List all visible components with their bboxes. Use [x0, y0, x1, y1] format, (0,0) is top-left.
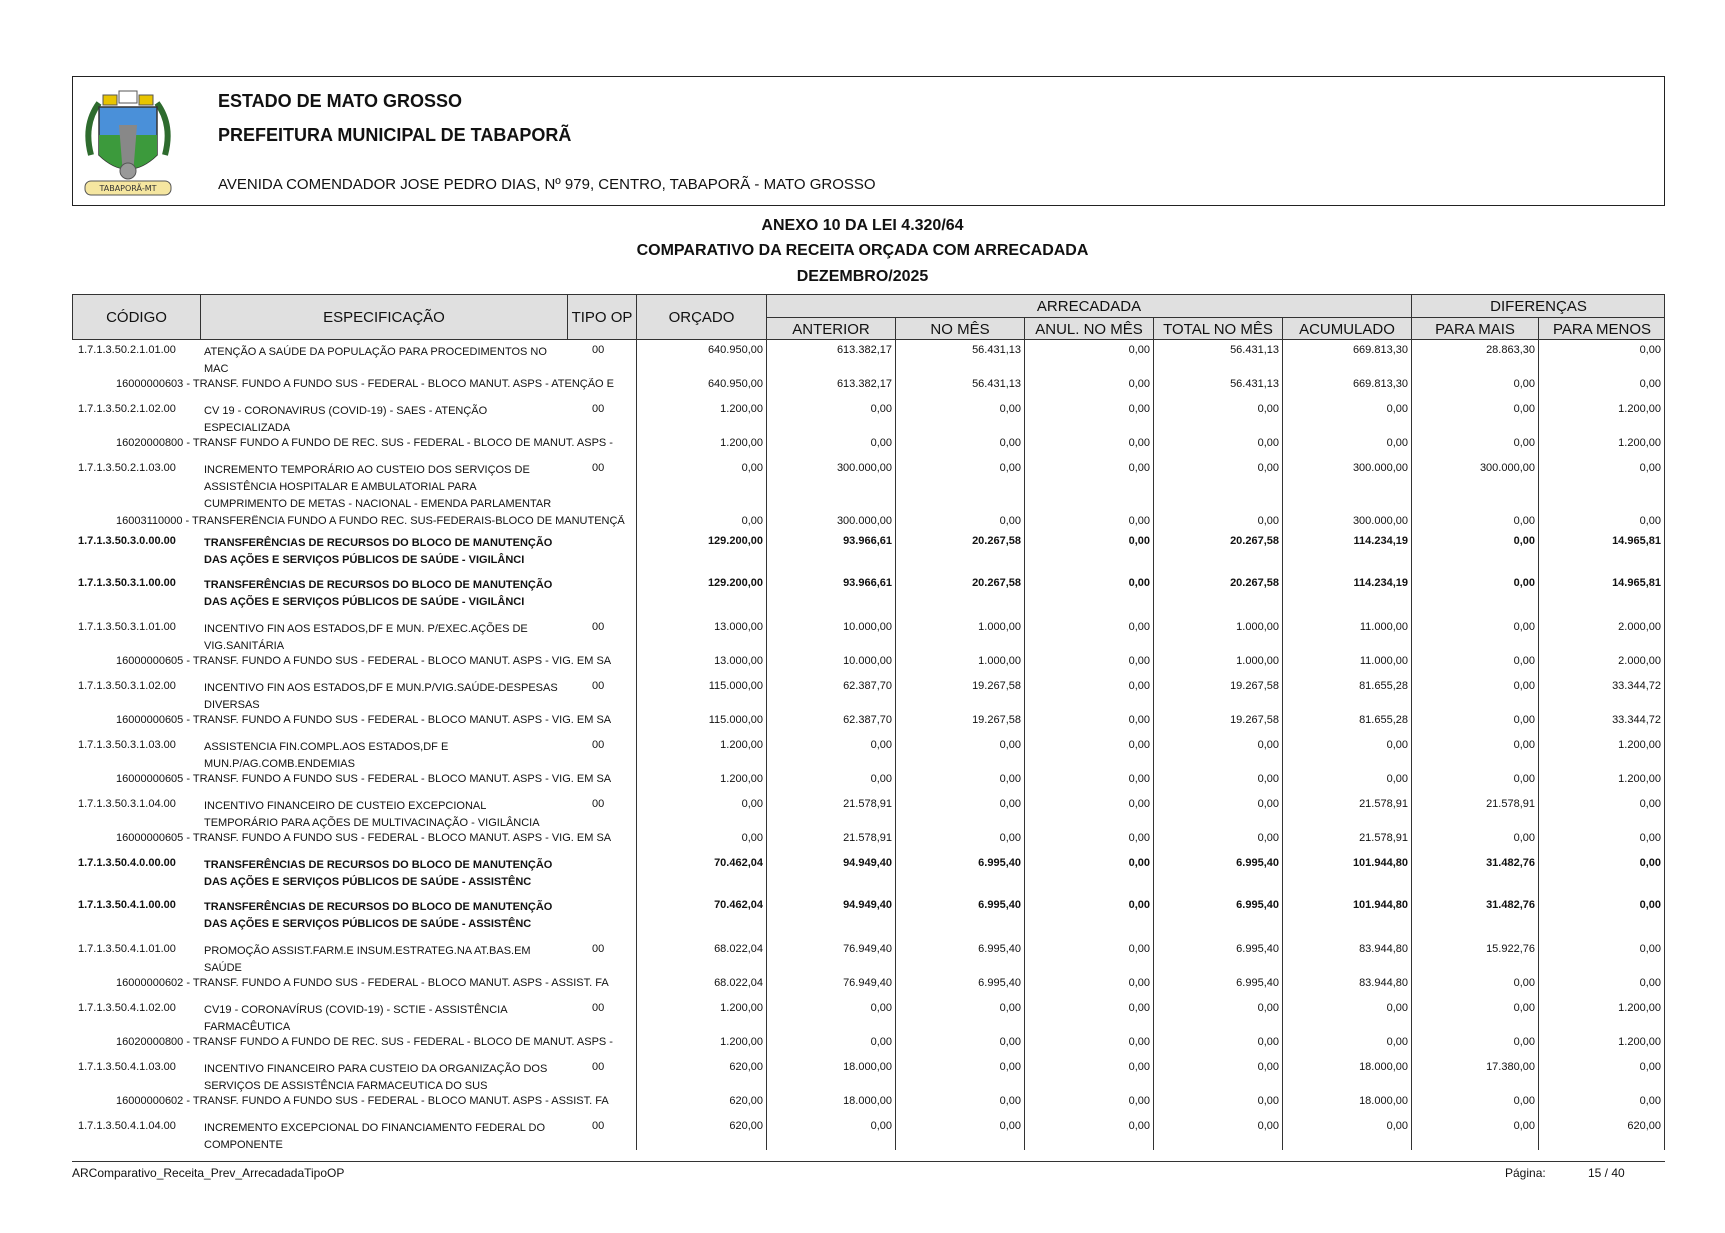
page-label: Página: — [1505, 1166, 1546, 1180]
row-tipo-op: 00 — [592, 1002, 605, 1014]
row-value-2: 6.995,40 — [978, 943, 1021, 955]
row-value-4: 1.000,00 — [1236, 621, 1279, 633]
row-value-4: 20.267,58 — [1230, 535, 1279, 547]
row-tipo-op: 00 — [592, 621, 605, 633]
sub-value-1: 0,00 — [870, 773, 892, 785]
row-value-4: 0,00 — [1257, 403, 1279, 415]
row-value-2: 6.995,40 — [978, 899, 1021, 911]
row-value-4: 19.267,58 — [1230, 680, 1279, 692]
report-name: ARComparativo_Receita_Prev_ArrecadadaTipoOP — [72, 1166, 345, 1180]
row-value-1: 21.578,91 — [843, 798, 892, 810]
sub-value-7: 2.000,00 — [1618, 655, 1661, 667]
row-value-0: 13.000,00 — [714, 621, 763, 633]
sub-value-3: 0,00 — [1128, 1036, 1150, 1048]
col-tipo-op: TIPO OP — [568, 295, 637, 340]
row-value-2: 0,00 — [999, 462, 1021, 474]
row-tipo-op: 00 — [592, 1120, 605, 1132]
sub-value-0: 0,00 — [741, 832, 763, 844]
sub-value-5: 81.655,28 — [1359, 714, 1408, 726]
row-value-3: 0,00 — [1128, 739, 1150, 751]
row-value-0: 0,00 — [741, 798, 763, 810]
sub-value-7: 1.200,00 — [1618, 1036, 1661, 1048]
sub-value-2: 6.995,40 — [978, 977, 1021, 989]
row-value-1: 18.000,00 — [843, 1061, 892, 1073]
source-description: 16000000602 - TRANSF. FUNDO A FUNDO SUS - FEDERAL - BLOCO MANUT. ASPS - ASSIST. FA — [116, 977, 609, 989]
row-value-4: 0,00 — [1257, 739, 1279, 751]
row-value-4: 0,00 — [1257, 1061, 1279, 1073]
row-value-2: 19.267,58 — [972, 680, 1021, 692]
sub-value-3: 0,00 — [1128, 515, 1150, 527]
row-value-2: 0,00 — [999, 1061, 1021, 1073]
municipal-crest-icon — [79, 85, 177, 203]
col-total-no-mes: TOTAL NO MÊS — [1154, 317, 1283, 340]
row-value-6: 0,00 — [1513, 621, 1535, 633]
row-value-3: 0,00 — [1128, 899, 1150, 911]
sub-value-4: 0,00 — [1257, 832, 1279, 844]
row-specification: PROMOÇÃO ASSIST.FARM.E INSUM.ESTRATEG.NA AT.BAS.EM SAÚDE — [204, 945, 531, 974]
row-value-6: 0,00 — [1513, 1002, 1535, 1014]
row-value-7: 33.344,72 — [1612, 680, 1661, 692]
row-value-4: 0,00 — [1257, 1120, 1279, 1132]
row-value-6: 0,00 — [1513, 1120, 1535, 1132]
source-description: 16000000602 - TRANSF. FUNDO A FUNDO SUS - FEDERAL - BLOCO MANUT. ASPS - ASSIST. FA — [116, 1095, 609, 1107]
row-code: 1.7.1.3.50.3.1.01.00 — [78, 621, 176, 633]
sub-value-5: 18.000,00 — [1359, 1095, 1408, 1107]
row-value-7: 620,00 — [1627, 1120, 1661, 1132]
row-code: 1.7.1.3.50.3.1.03.00 — [78, 739, 176, 751]
row-value-6: 17.380,00 — [1486, 1061, 1535, 1073]
sub-value-3: 0,00 — [1128, 832, 1150, 844]
row-value-4: 20.267,58 — [1230, 577, 1279, 589]
row-code: 1.7.1.3.50.4.1.00.00 — [78, 899, 176, 911]
row-value-7: 2.000,00 — [1618, 621, 1661, 633]
row-tipo-op: 00 — [592, 680, 605, 692]
row-value-7: 0,00 — [1639, 857, 1661, 869]
sub-value-2: 0,00 — [999, 773, 1021, 785]
row-code: 1.7.1.3.50.4.1.04.00 — [78, 1120, 176, 1132]
row-value-2: 0,00 — [999, 403, 1021, 415]
row-tipo-op: 00 — [592, 462, 605, 474]
sub-value-7: 0,00 — [1639, 378, 1661, 390]
sub-value-2: 0,00 — [999, 1095, 1021, 1107]
sub-value-0: 1.200,00 — [720, 437, 763, 449]
row-value-4: 6.995,40 — [1236, 899, 1279, 911]
row-value-3: 0,00 — [1128, 1061, 1150, 1073]
row-value-2: 20.267,58 — [972, 535, 1021, 547]
row-value-6: 31.482,76 — [1486, 857, 1535, 869]
sub-value-3: 0,00 — [1128, 977, 1150, 989]
row-value-3: 0,00 — [1128, 798, 1150, 810]
col-especificacao: ESPECIFICAÇÃO — [201, 295, 568, 340]
row-value-7: 14.965,81 — [1612, 577, 1661, 589]
col-diferencas: DIFERENÇAS — [1490, 297, 1587, 315]
row-value-1: 300.000,00 — [836, 462, 892, 474]
row-code: 1.7.1.3.50.2.1.03.00 — [78, 462, 176, 474]
col-anterior: ANTERIOR — [767, 317, 896, 340]
row-value-7: 0,00 — [1639, 344, 1661, 356]
sub-value-0: 13.000,00 — [714, 655, 763, 667]
row-value-5: 83.944,80 — [1359, 943, 1408, 955]
sub-value-4: 56.431,13 — [1230, 378, 1279, 390]
row-value-0: 620,00 — [729, 1061, 763, 1073]
sub-value-3: 0,00 — [1128, 437, 1150, 449]
row-value-4: 0,00 — [1257, 462, 1279, 474]
sub-value-0: 640.950,00 — [707, 378, 763, 390]
sub-value-6: 0,00 — [1513, 515, 1535, 527]
row-tipo-op: 00 — [592, 739, 605, 751]
row-value-6: 0,00 — [1513, 739, 1535, 751]
row-value-3: 0,00 — [1128, 403, 1150, 415]
row-tipo-op: 00 — [592, 344, 605, 356]
row-value-0: 70.462,04 — [714, 857, 763, 869]
row-specification: TRANSFERÊNCIAS DE RECURSOS DO BLOCO DE MANUTENÇÃO DAS AÇÕES E SERVIÇOS PÚBLICOS DE SAÚDE - ASSISTÊNC — [204, 901, 553, 930]
row-value-3: 0,00 — [1128, 680, 1150, 692]
row-value-5: 21.578,91 — [1359, 798, 1408, 810]
sub-value-1: 300.000,00 — [836, 515, 892, 527]
row-value-2: 0,00 — [999, 798, 1021, 810]
row-value-4: 0,00 — [1257, 1002, 1279, 1014]
row-code: 1.7.1.3.50.4.0.00.00 — [78, 857, 176, 869]
row-value-2: 1.000,00 — [978, 621, 1021, 633]
row-specification: TRANSFERÊNCIAS DE RECURSOS DO BLOCO DE MANUTENÇÃO DAS AÇÕES E SERVIÇOS PÚBLICOS DE SAÚDE - ASSISTÊNC — [204, 859, 553, 888]
row-value-0: 68.022,04 — [714, 943, 763, 955]
col-para-menos: PARA MENOS — [1539, 317, 1665, 340]
row-value-3: 0,00 — [1128, 462, 1150, 474]
crest-banner-text: TABAPORÃ-MT — [99, 184, 157, 193]
sub-value-2: 19.267,58 — [972, 714, 1021, 726]
row-specification: INCENTIVO FINANCEIRO PARA CUSTEIO DA ORGANIZAÇÃO DOS SERVIÇOS DE ASSISTÊNCIA FARMACEUTICA DO SUS — [204, 1063, 548, 1092]
sub-value-3: 0,00 — [1128, 1095, 1150, 1107]
row-value-0: 129.200,00 — [707, 577, 763, 589]
sub-value-4: 0,00 — [1257, 1036, 1279, 1048]
row-specification: CV 19 - CORONAVIRUS (COVID-19) - SAES - ATENÇÃO ESPECIALIZADA — [204, 405, 488, 434]
sub-value-5: 0,00 — [1386, 1036, 1408, 1048]
row-value-2: 6.995,40 — [978, 857, 1021, 869]
row-code: 1.7.1.3.50.3.0.00.00 — [78, 535, 176, 547]
col-arrecadada: ARRECADADA — [767, 295, 1412, 317]
row-specification: INCENTIVO FINANCEIRO DE CUSTEIO EXCEPCIONAL TEMPORÁRIO PARA AÇÕES DE MULTIVACINAÇÃO - VIGILÂNCIA — [204, 800, 540, 829]
row-value-7: 14.965,81 — [1612, 535, 1661, 547]
row-value-2: 56.431,13 — [972, 344, 1021, 356]
sub-value-0: 1.200,00 — [720, 1036, 763, 1048]
row-tipo-op: 00 — [592, 403, 605, 415]
row-value-0: 115.000,00 — [708, 680, 763, 692]
sub-value-0: 620,00 — [729, 1095, 763, 1107]
sub-value-7: 0,00 — [1639, 1095, 1661, 1107]
sub-value-1: 18.000,00 — [843, 1095, 892, 1107]
sub-value-1: 0,00 — [870, 1036, 892, 1048]
sub-value-4: 0,00 — [1257, 1095, 1279, 1107]
source-description: 16000000605 - TRANSF. FUNDO A FUNDO SUS - FEDERAL - BLOCO MANUT. ASPS - VIG. EM SA — [116, 832, 612, 844]
row-value-3: 0,00 — [1128, 577, 1150, 589]
row-value-2: 0,00 — [999, 739, 1021, 751]
sub-value-2: 0,00 — [999, 437, 1021, 449]
row-value-1: 10.000,00 — [843, 621, 892, 633]
source-description: 16000000605 - TRANSF. FUNDO A FUNDO SUS - FEDERAL - BLOCO MANUT. ASPS - VIG. EM SA — [116, 714, 612, 726]
source-description: 16020000800 - TRANSF FUNDO A FUNDO DE REC. SUS - FEDERAL - BLOCO DE MANUT. ASPS - — [116, 1036, 613, 1048]
row-value-6: 15.922,76 — [1486, 943, 1535, 955]
row-value-7: 0,00 — [1639, 1061, 1661, 1073]
row-value-4: 56.431,13 — [1230, 344, 1279, 356]
sub-value-4: 19.267,58 — [1230, 714, 1279, 726]
row-specification: INCENTIVO FIN AOS ESTADOS,DF E MUN.P/VIG.SAÚDE-DESPESAS DIVERSAS — [204, 682, 558, 711]
sub-value-6: 0,00 — [1513, 1036, 1535, 1048]
row-value-7: 0,00 — [1639, 798, 1661, 810]
row-value-0: 1.200,00 — [720, 403, 763, 415]
row-value-7: 1.200,00 — [1618, 403, 1661, 415]
col-para-mais: PARA MAIS — [1412, 317, 1539, 340]
sub-value-5: 21.578,91 — [1359, 832, 1408, 844]
col-anul-no-mes: ANUL. NO MÊS — [1025, 317, 1154, 340]
row-value-2: 0,00 — [999, 1120, 1021, 1132]
row-code: 1.7.1.3.50.4.1.03.00 — [78, 1061, 176, 1073]
sub-value-1: 0,00 — [870, 437, 892, 449]
row-value-5: 101.944,80 — [1352, 899, 1408, 911]
state-name: ESTADO DE MATO GROSSO — [218, 91, 463, 111]
row-value-2: 0,00 — [999, 1002, 1021, 1014]
sub-value-0: 1.200,00 — [720, 773, 763, 785]
sub-value-5: 0,00 — [1386, 773, 1408, 785]
row-value-1: 62.387,70 — [843, 680, 892, 692]
row-value-6: 300.000,00 — [1479, 462, 1535, 474]
row-specification: INCREMENTO TEMPORÁRIO AO CUSTEIO DOS SERVIÇOS DE ASSISTÊNCIA HOSPITALAR E AMBULATORIAL PARA CUMPRIMENTO DE METAS - NACIONAL - EMENDA PARLAMENTAR — [204, 464, 552, 510]
row-value-0: 70.462,04 — [714, 899, 763, 911]
row-value-6: 0,00 — [1513, 403, 1535, 415]
row-code: 1.7.1.3.50.2.1.01.00 — [78, 344, 176, 356]
row-value-5: 0,00 — [1386, 1002, 1408, 1014]
footer-divider — [72, 1161, 1665, 1162]
row-value-1: 93.966,61 — [843, 577, 892, 589]
sub-value-2: 0,00 — [999, 1036, 1021, 1048]
row-code: 1.7.1.3.50.4.1.02.00 — [78, 1002, 176, 1014]
sub-value-7: 33.344,72 — [1612, 714, 1661, 726]
row-value-5: 101.944,80 — [1352, 857, 1408, 869]
row-value-4: 6.995,40 — [1236, 857, 1279, 869]
sub-value-6: 0,00 — [1513, 832, 1535, 844]
sub-value-2: 56.431,13 — [972, 378, 1021, 390]
sub-value-4: 0,00 — [1257, 515, 1279, 527]
row-value-6: 28.863,30 — [1486, 344, 1535, 356]
col-acumulado: ACUMULADO — [1283, 317, 1412, 340]
prefecture-name: PREFEITURA MUNICIPAL DE TABAPORÃ — [218, 125, 572, 145]
row-value-1: 613.382,17 — [836, 344, 892, 356]
address: AVENIDA COMENDADOR JOSE PEDRO DIAS, Nº 979, CENTRO, TABAPORÃ - MATO GROSSO — [218, 176, 876, 193]
row-value-1: 0,00 — [870, 739, 892, 751]
row-value-7: 0,00 — [1639, 943, 1661, 955]
sub-value-2: 0,00 — [999, 515, 1021, 527]
row-specification: ASSISTENCIA FIN.COMPL.AOS ESTADOS,DF E MUN.P/AG.COMB.ENDEMIAS — [204, 741, 449, 770]
row-value-4: 0,00 — [1257, 798, 1279, 810]
row-specification: CV19 - CORONAVÍRUS (COVID-19) - SCTIE - ASSISTÊNCIA FARMACÊUTICA — [204, 1004, 507, 1033]
sub-value-5: 11.000,00 — [1359, 655, 1408, 667]
sub-value-7: 0,00 — [1639, 977, 1661, 989]
row-code: 1.7.1.3.50.2.1.02.00 — [78, 403, 176, 415]
row-value-0: 129.200,00 — [707, 535, 763, 547]
sub-value-6: 0,00 — [1513, 714, 1535, 726]
row-specification: TRANSFERÊNCIAS DE RECURSOS DO BLOCO DE MANUTENÇÃO DAS AÇÕES E SERVIÇOS PÚBLICOS DE SAÚDE - VIGILÂNCI — [204, 537, 553, 566]
sub-value-6: 0,00 — [1513, 437, 1535, 449]
row-value-6: 0,00 — [1513, 680, 1535, 692]
sub-value-0: 68.022,04 — [714, 977, 763, 989]
row-value-0: 1.200,00 — [720, 739, 763, 751]
sub-value-4: 1.000,00 — [1236, 655, 1279, 667]
row-value-7: 1.200,00 — [1618, 739, 1661, 751]
sub-value-1: 10.000,00 — [843, 655, 892, 667]
row-value-5: 114.234,19 — [1353, 535, 1408, 547]
source-description: 16020000800 - TRANSF FUNDO A FUNDO DE REC. SUS - FEDERAL - BLOCO DE MANUT. ASPS - — [116, 437, 613, 449]
row-code: 1.7.1.3.50.4.1.01.00 — [78, 943, 176, 955]
source-description: 16000000605 - TRANSF. FUNDO A FUNDO SUS - FEDERAL - BLOCO MANUT. ASPS - VIG. EM SA — [116, 773, 612, 785]
row-value-3: 0,00 — [1128, 857, 1150, 869]
row-specification: TRANSFERÊNCIAS DE RECURSOS DO BLOCO DE MANUTENÇÃO DAS AÇÕES E SERVIÇOS PÚBLICOS DE SAÚDE - VIGILÂNCI — [204, 579, 553, 608]
col-codigo: CÓDIGO — [73, 295, 201, 340]
row-value-2: 20.267,58 — [972, 577, 1021, 589]
sub-value-7: 0,00 — [1639, 515, 1661, 527]
sub-value-1: 62.387,70 — [843, 714, 892, 726]
row-value-1: 94.949,40 — [843, 857, 892, 869]
report-header — [72, 76, 1665, 206]
table-header — [72, 294, 1665, 340]
sub-value-2: 1.000,00 — [978, 655, 1021, 667]
source-description: 16003110000 - TRANSFERÊNCIA FUNDO A FUNDO REC. SUS-FEDERAIS-BLOCO DE MANUTENÇÃ — [116, 515, 625, 527]
row-value-1: 0,00 — [870, 1002, 892, 1014]
row-value-7: 0,00 — [1639, 462, 1661, 474]
row-code: 1.7.1.3.50.3.1.00.00 — [78, 577, 176, 589]
row-value-5: 0,00 — [1386, 739, 1408, 751]
row-value-6: 21.578,91 — [1486, 798, 1535, 810]
sub-value-7: 1.200,00 — [1618, 437, 1661, 449]
sub-value-3: 0,00 — [1128, 378, 1150, 390]
row-tipo-op: 00 — [592, 943, 605, 955]
sub-value-4: 0,00 — [1257, 437, 1279, 449]
row-value-1: 0,00 — [870, 403, 892, 415]
row-value-1: 0,00 — [870, 1120, 892, 1132]
row-value-0: 620,00 — [729, 1120, 763, 1132]
col-orcado: ORÇADO — [637, 295, 767, 340]
sub-value-5: 669.813,30 — [1352, 378, 1408, 390]
report-title-3: DEZEMBRO/2025 — [796, 268, 929, 285]
row-value-5: 81.655,28 — [1359, 680, 1408, 692]
sub-value-6: 0,00 — [1513, 378, 1535, 390]
sub-value-7: 0,00 — [1639, 832, 1661, 844]
row-value-6: 0,00 — [1513, 535, 1535, 547]
row-value-1: 93.966,61 — [843, 535, 892, 547]
sub-value-1: 613.382,17 — [836, 378, 892, 390]
sub-value-5: 0,00 — [1386, 437, 1408, 449]
sub-value-0: 0,00 — [741, 515, 763, 527]
row-value-3: 0,00 — [1128, 943, 1150, 955]
row-value-5: 300.000,00 — [1352, 462, 1408, 474]
sub-value-4: 0,00 — [1257, 773, 1279, 785]
row-value-3: 0,00 — [1128, 344, 1150, 356]
row-value-7: 0,00 — [1639, 899, 1661, 911]
report-title-2: COMPARATIVO DA RECEITA ORÇADA COM ARRECADADA — [636, 242, 1089, 259]
row-tipo-op: 00 — [592, 798, 605, 810]
sub-value-3: 0,00 — [1128, 773, 1150, 785]
row-value-5: 11.000,00 — [1359, 621, 1408, 633]
row-tipo-op: 00 — [592, 1061, 605, 1073]
col-no-mes: NO MÊS — [896, 317, 1025, 340]
page-number: 15 / 40 — [1588, 1166, 1625, 1180]
sub-value-6: 0,00 — [1513, 977, 1535, 989]
sub-value-0: 115.000,00 — [708, 714, 763, 726]
source-description: 16000000603 - TRANSF. FUNDO A FUNDO SUS - FEDERAL - BLOCO MANUT. ASPS - ATENÇÃO E — [116, 378, 614, 390]
sub-value-3: 0,00 — [1128, 714, 1150, 726]
row-value-0: 640.950,00 — [707, 344, 763, 356]
sub-value-1: 21.578,91 — [843, 832, 892, 844]
source-description: 16000000605 - TRANSF. FUNDO A FUNDO SUS - FEDERAL - BLOCO MANUT. ASPS - VIG. EM SA — [116, 655, 612, 667]
row-value-7: 1.200,00 — [1618, 1002, 1661, 1014]
sub-value-3: 0,00 — [1128, 655, 1150, 667]
report-title-1: ANEXO 10 DA LEI 4.320/64 — [761, 217, 964, 234]
row-specification: INCREMENTO EXCEPCIONAL DO FINANCIAMENTO FEDERAL DO COMPONENTE — [204, 1122, 546, 1151]
row-value-5: 114.234,19 — [1353, 577, 1408, 589]
row-value-1: 94.949,40 — [843, 899, 892, 911]
sub-value-6: 0,00 — [1513, 773, 1535, 785]
row-value-5: 0,00 — [1386, 403, 1408, 415]
row-value-0: 0,00 — [741, 462, 763, 474]
sub-value-7: 1.200,00 — [1618, 773, 1661, 785]
row-value-3: 0,00 — [1128, 621, 1150, 633]
sub-value-2: 0,00 — [999, 832, 1021, 844]
row-value-5: 0,00 — [1386, 1120, 1408, 1132]
table-body — [72, 340, 1665, 1150]
row-specification: ATENÇÃO A SAÚDE DA POPULAÇÃO PARA PROCEDIMENTOS NO MAC — [204, 346, 547, 375]
row-value-5: 669.813,30 — [1352, 344, 1408, 356]
sub-value-6: 0,00 — [1513, 1095, 1535, 1107]
sub-value-5: 300.000,00 — [1352, 515, 1408, 527]
row-code: 1.7.1.3.50.3.1.04.00 — [78, 798, 176, 810]
row-value-5: 18.000,00 — [1359, 1061, 1408, 1073]
sub-value-6: 0,00 — [1513, 655, 1535, 667]
row-value-4: 6.995,40 — [1236, 943, 1279, 955]
row-value-3: 0,00 — [1128, 535, 1150, 547]
row-value-6: 31.482,76 — [1486, 899, 1535, 911]
row-specification: INCENTIVO FIN AOS ESTADOS,DF E MUN. P/EXEC.AÇÕES DE VIG.SANITÁRIA — [204, 623, 528, 652]
row-value-6: 0,00 — [1513, 577, 1535, 589]
sub-value-5: 83.944,80 — [1359, 977, 1408, 989]
sub-value-1: 76.949,40 — [843, 977, 892, 989]
sub-value-4: 6.995,40 — [1236, 977, 1279, 989]
row-value-3: 0,00 — [1128, 1120, 1150, 1132]
row-value-0: 1.200,00 — [720, 1002, 763, 1014]
row-value-1: 76.949,40 — [843, 943, 892, 955]
row-value-3: 0,00 — [1128, 1002, 1150, 1014]
row-code: 1.7.1.3.50.3.1.02.00 — [78, 680, 176, 692]
